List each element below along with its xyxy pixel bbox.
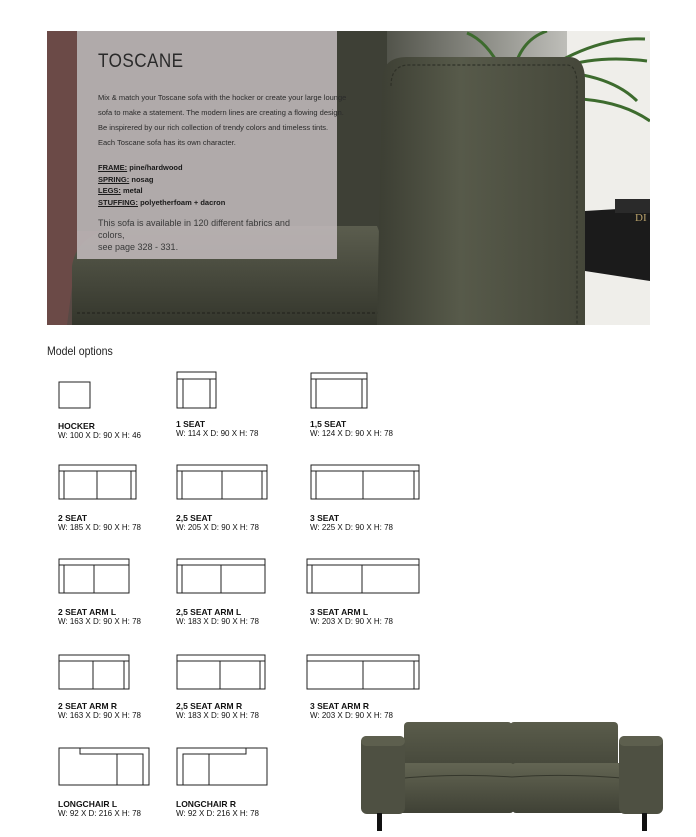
- option-2-seat-arm-r: 2 SEAT ARM R W: 163 X D: 90 X H: 78: [58, 653, 141, 721]
- option-3-seat-arm-l: 3 SEAT ARM L W: 203 X D: 90 X H: 78: [306, 557, 422, 627]
- option-2-seat-arm-l: 2 SEAT ARM L W: 163 X D: 90 X H: 78: [58, 557, 141, 627]
- option-1-5-seat: 1,5 SEAT W: 124 X D: 90 X H: 78: [310, 371, 393, 439]
- 3-seat-diagram: [310, 463, 422, 503]
- availability-note: This sofa is available in 120 different fabrics and colors, see page 328 - 331.: [98, 218, 290, 252]
- option-2-5-seat: 2,5 SEAT W: 205 X D: 90 X H: 78: [176, 463, 270, 533]
- 3-seat-arm-r-diagram: [306, 653, 422, 691]
- description-line: Be inspirered by our rich collection of trendy colors and timeless tints.: [98, 123, 329, 132]
- product-description: [98, 90, 347, 150]
- option-longchair-r: LONGCHAIR R W: 92 X D: 216 X H: 78: [176, 746, 270, 819]
- hero-image: [47, 31, 650, 325]
- description-line: sofa to make a statement. The modern lines are creating a flowing design.: [98, 108, 344, 117]
- description-line: Each Toscane sofa has its own character.: [98, 138, 236, 147]
- product-title: TOSCANE: [98, 51, 184, 72]
- 2-seat-arm-r-diagram: [58, 653, 132, 691]
- 2-5-seat-arm-r-diagram: [176, 653, 268, 691]
- 2-5-seat-diagram: [176, 463, 270, 503]
- option-3-seat-arm-r: 3 SEAT ARM R W: 203 X D: 90 X H: 78: [306, 653, 422, 721]
- 3-seat-arm-l-diagram: [306, 557, 422, 597]
- longchair-r-diagram: [176, 746, 270, 788]
- description-panel: [77, 31, 347, 259]
- hocker-diagram: [58, 380, 92, 410]
- option-2-seat: 2 SEAT W: 185 X D: 90 X H: 78: [58, 463, 141, 533]
- sofa-product-photo: [358, 715, 666, 835]
- spec-stuffing: STUFFING: polyetherfoam + dacron: [98, 197, 226, 207]
- model-options-title: Model options: [47, 344, 113, 358]
- spec-spring: SPRING: nosag: [98, 174, 154, 184]
- 1-seat-diagram: [176, 371, 218, 411]
- spec-frame: FRAME: pine/hardwood: [98, 163, 183, 172]
- option-1-seat: 1 SEAT W: 114 X D: 90 X H: 78: [176, 371, 258, 439]
- option-2-5-seat-arm-r: 2,5 SEAT ARM R W: 183 X D: 90 X H: 78: [176, 653, 268, 721]
- option-hocker: HOCKER W: 100 X D: 90 X H: 46: [58, 380, 141, 441]
- longchair-l-diagram: [58, 746, 152, 788]
- 2-5-seat-arm-l-diagram: [176, 557, 268, 597]
- book-title: DI: [635, 212, 647, 224]
- spec-list: [98, 162, 317, 208]
- description-line: Mix & match your Toscane sofa with the hocker or create your large lounge: [98, 93, 347, 102]
- option-longchair-l: LONGCHAIR L W: 92 X D: 216 X H: 78: [58, 746, 152, 819]
- option-3-seat: 3 SEAT W: 225 X D: 90 X H: 78: [310, 463, 422, 533]
- 2-seat-diagram: [58, 463, 138, 503]
- option-2-5-seat-arm-l: 2,5 SEAT ARM L W: 183 X D: 90 X H: 78: [176, 557, 268, 627]
- 1-5-seat-diagram: [310, 371, 370, 411]
- 2-seat-arm-l-diagram: [58, 557, 132, 597]
- spec-legs: LEGS: metal: [98, 186, 143, 195]
